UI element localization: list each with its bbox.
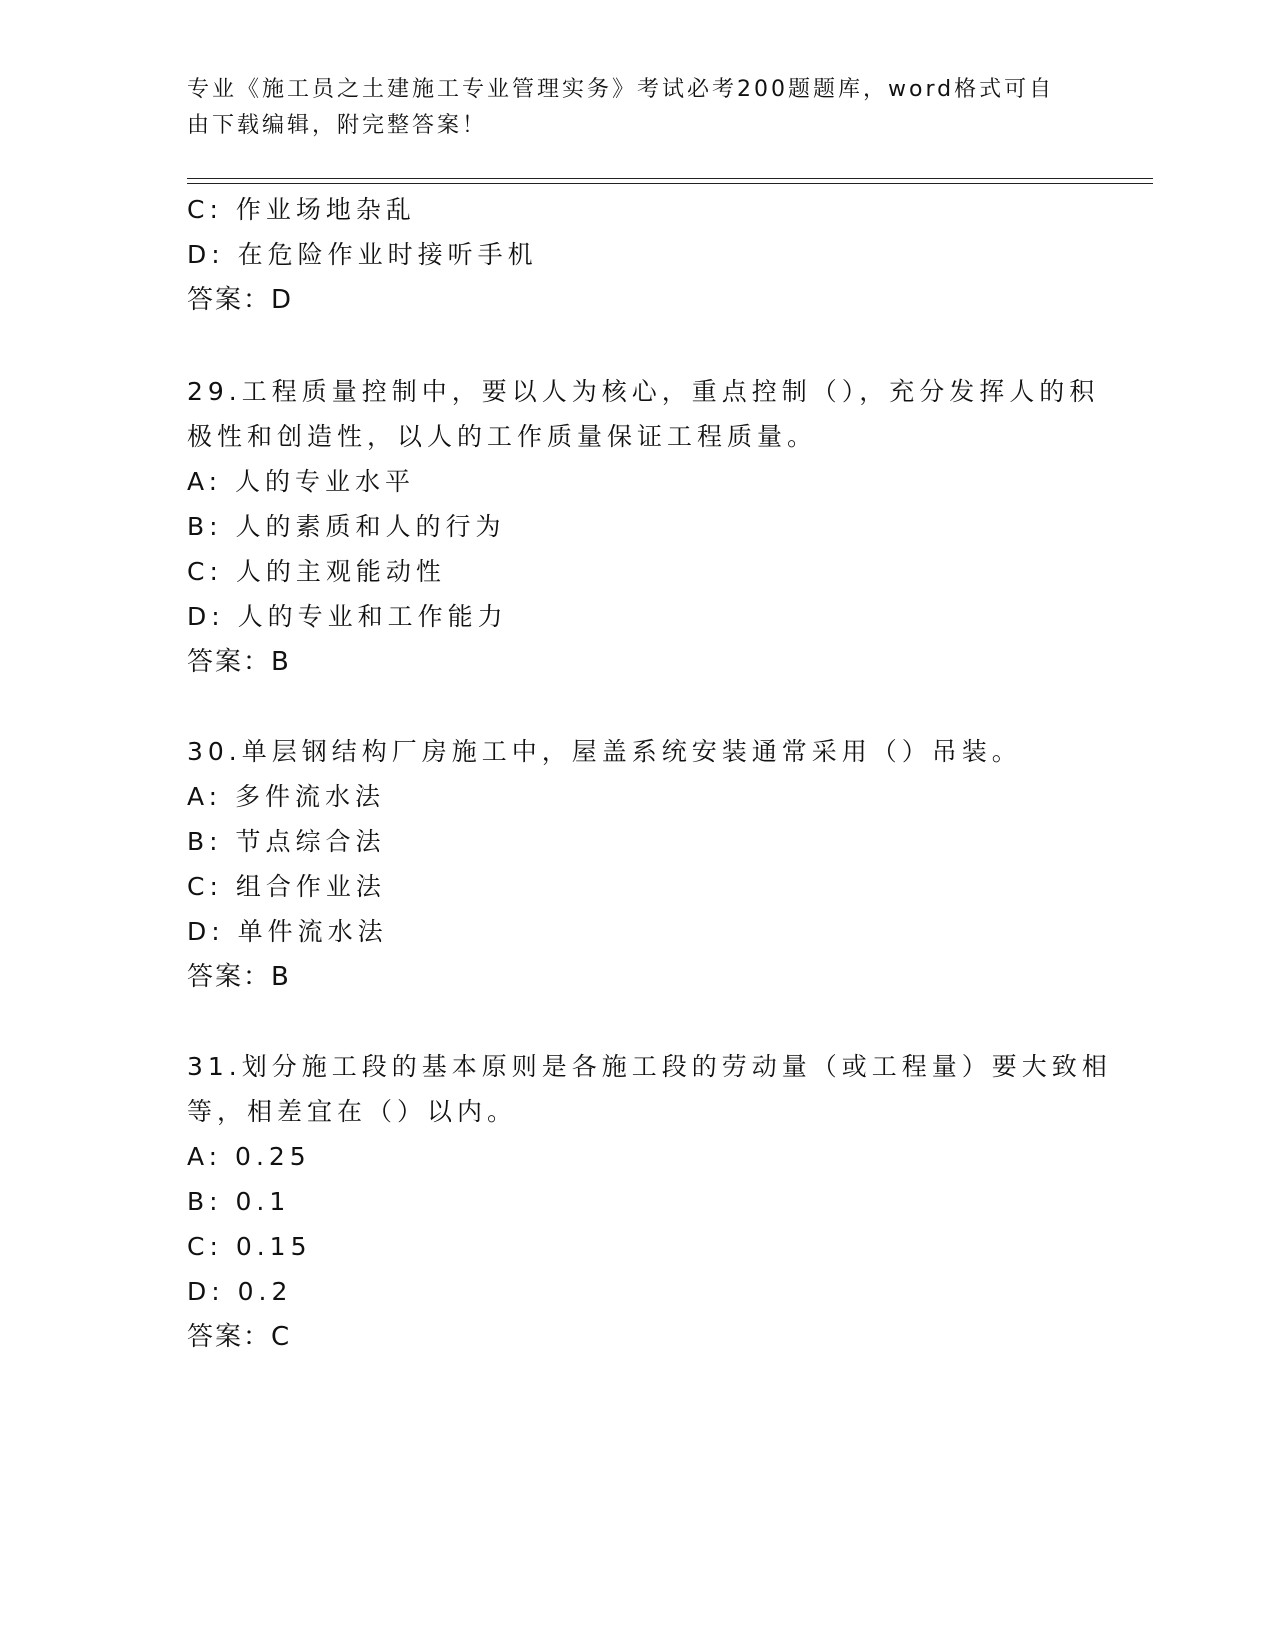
page-header: 专业《施工员之土建施工专业管理实务》考试必考200题题库，word格式可自由下载编辑，附完整答案！ [187, 77, 1055, 138]
q31-answer: 答案：C [187, 1322, 292, 1352]
q29-option-b: B: 人的素质和人的行为 [187, 512, 506, 541]
q29-option-a: A: 人的专业水平 [187, 467, 416, 496]
q31-option-c: C: 0.15 [187, 1232, 312, 1261]
q30-option-b: B: 节点综合法 [187, 827, 386, 856]
q28-option-d: D: 在危险作业时接听手机 [187, 240, 538, 269]
q29-option-c: C: 人的主观能动性 [187, 557, 446, 586]
q29-stem-line-1: 29.工程质量控制中，要以人为核心，重点控制（），充分发挥人的积 [187, 377, 1100, 406]
q30-stem-line-1: 30.单层钢结构厂房施工中，屋盖系统安装通常采用（）吊装。 [187, 737, 1022, 766]
q28-answer: 答案：D [187, 285, 294, 315]
q31-stem-line-1: 31.划分施工段的基本原则是各施工段的劳动量（或工程量）要大致相 [187, 1052, 1112, 1081]
q28-option-c: C: 作业场地杂乱 [187, 195, 416, 224]
header-divider-top [187, 178, 1153, 179]
q29-answer: 答案：B [187, 647, 291, 677]
q29-option-d: D: 人的专业和工作能力 [187, 602, 508, 631]
q30-option-d: D: 单件流水法 [187, 917, 388, 946]
q29-stem-line-2: 极性和创造性，以人的工作质量保证工程质量。 [187, 422, 818, 451]
q31-option-b: B: 0.1 [187, 1187, 291, 1216]
q30-option-a: A: 多件流水法 [187, 782, 386, 811]
q31-stem-line-2: 等，相差宜在（）以内。 [187, 1097, 518, 1126]
q30-answer: 答案：B [187, 962, 291, 992]
q30-option-c: C: 组合作业法 [187, 872, 386, 901]
header-divider-bottom [187, 183, 1153, 184]
q31-option-a: A: 0.25 [187, 1142, 311, 1171]
q31-option-d: D: 0.2 [187, 1277, 293, 1306]
